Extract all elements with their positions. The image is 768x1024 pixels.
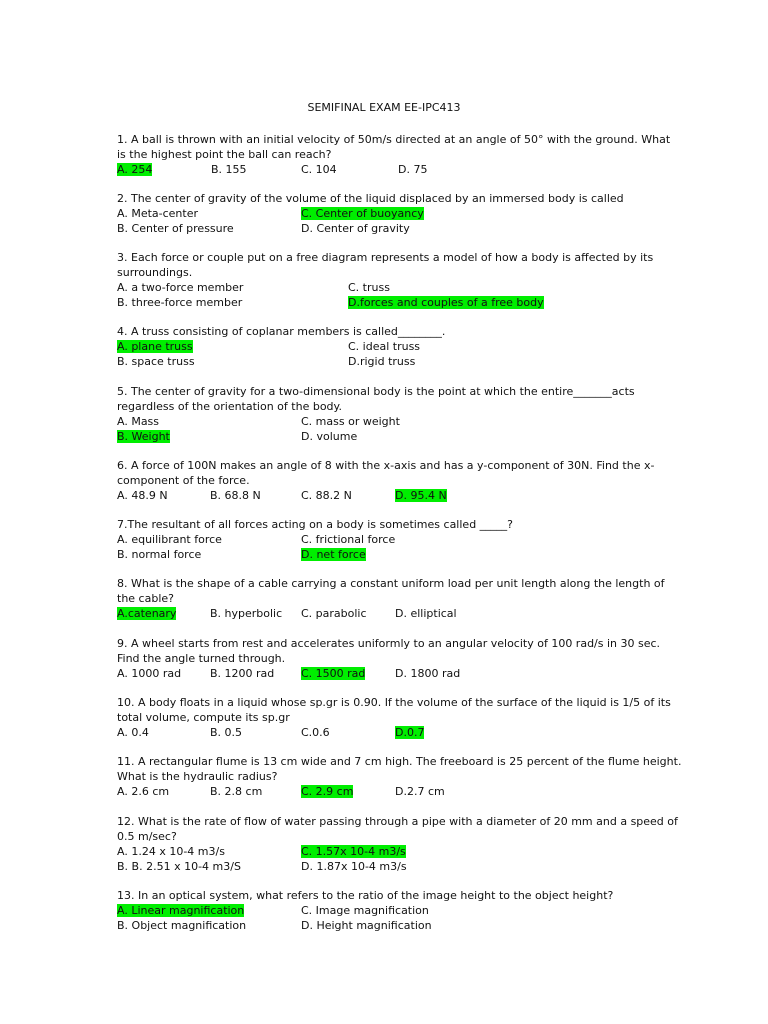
question-10-option: C.0.6 bbox=[301, 726, 330, 739]
question-4-option: C. ideal truss bbox=[348, 340, 421, 353]
question-5-option: D. volume bbox=[301, 430, 358, 443]
question-2-text: 2. The center of gravity of the volume of the liquid displaced by an immersed body is called bbox=[117, 192, 624, 205]
question-5-option: C. mass or weight bbox=[301, 415, 400, 428]
question-9-text: Find the angle turned through. bbox=[117, 652, 286, 665]
question-3-option: D.forces and couples of a free body bbox=[348, 296, 544, 309]
question-8-option: B. hyperbolic bbox=[210, 607, 283, 620]
question-8-text: the cable? bbox=[117, 592, 174, 605]
question-3-option: B. three-force member bbox=[117, 296, 243, 309]
question-10-option: A. 0.4 bbox=[117, 726, 149, 739]
question-13-option: C. Image magnification bbox=[301, 904, 429, 917]
question-5-option: B. Weight bbox=[117, 430, 170, 443]
question-7-option: D. net force bbox=[301, 548, 366, 561]
question-8-option: C. parabolic bbox=[301, 607, 367, 620]
exam-title: SEMIFINAL EXAM EE-IPC413 bbox=[307, 101, 461, 114]
question-6-option: C. 88.2 N bbox=[301, 489, 352, 502]
question-3-text: 3. Each force or couple put on a free diagram represents a model of how a body is affected by its bbox=[117, 251, 654, 264]
question-12-text: 12. What is the rate of flow of water passing through a pipe with a diameter of 20 mm and a speed of bbox=[117, 815, 678, 828]
question-1-option: A. 254 bbox=[117, 163, 153, 176]
question-5-option: A. Mass bbox=[117, 415, 160, 428]
question-2-option: B. Center of pressure bbox=[117, 222, 234, 235]
question-9-option: B. 1200 rad bbox=[210, 667, 275, 680]
question-4-option: A. plane truss bbox=[117, 340, 193, 353]
question-13-text: 13. In an optical system, what refers to the ratio of the image height to the object height? bbox=[117, 889, 614, 902]
question-9-text: 9. A wheel starts from rest and accelerates uniformly to an angular velocity of 100 rad/s in 30 sec. bbox=[117, 637, 661, 650]
question-13-option: A. Linear magnification bbox=[117, 904, 245, 917]
question-6-text: component of the force. bbox=[117, 474, 250, 487]
question-11-text: What is the hydraulic radius? bbox=[117, 770, 278, 783]
question-3-text: surroundings. bbox=[117, 266, 193, 279]
question-12-text: 0.5 m/sec? bbox=[117, 830, 177, 843]
question-13-option: B. Object magnification bbox=[117, 919, 247, 932]
question-1-text: is the highest point the ball can reach? bbox=[117, 148, 332, 161]
question-1-option: D. 75 bbox=[398, 163, 428, 176]
question-10-text: total volume, compute its sp.gr bbox=[117, 711, 290, 724]
question-12-option: C. 1.57x 10-4 m3/s bbox=[301, 845, 406, 858]
question-6-option: B. 68.8 N bbox=[210, 489, 261, 502]
question-1-text: 1. A ball is thrown with an initial velocity of 50m/s directed at an angle of 50° with the ground. What bbox=[117, 133, 671, 146]
question-11-option: C. 2.9 cm bbox=[301, 785, 354, 798]
question-8-option: A.catenary bbox=[117, 607, 177, 620]
question-2-option: D. Center of gravity bbox=[301, 222, 410, 235]
question-4-text: 4. A truss consisting of coplanar members is called________. bbox=[117, 325, 446, 338]
question-10-option: D.0.7 bbox=[395, 726, 425, 739]
question-7-option: C. frictional force bbox=[301, 533, 396, 546]
question-4-option: D.rigid truss bbox=[348, 355, 416, 368]
question-4-option: B. space truss bbox=[117, 355, 195, 368]
question-9-option: A. 1000 rad bbox=[117, 667, 182, 680]
question-3-option: A. a two-force member bbox=[117, 281, 244, 294]
question-10-option: B. 0.5 bbox=[210, 726, 243, 739]
question-2-option: A. Meta-center bbox=[117, 207, 198, 220]
question-7-option: B. normal force bbox=[117, 548, 202, 561]
question-6-option: A. 48.9 N bbox=[117, 489, 168, 502]
question-12-option: A. 1.24 x 10-4 m3/s bbox=[117, 845, 225, 858]
question-11-option: D.2.7 cm bbox=[395, 785, 445, 798]
question-1-option: C. 104 bbox=[301, 163, 337, 176]
question-8-option: D. elliptical bbox=[395, 607, 457, 620]
question-9-option: C. 1500 rad bbox=[301, 667, 366, 680]
question-7-option: A. equilibrant force bbox=[117, 533, 222, 546]
question-10-text: 10. A body floats in a liquid whose sp.gr is 0.90. If the volume of the surface of the liquid is 1/5 of its bbox=[117, 696, 671, 709]
question-9-option: D. 1800 rad bbox=[395, 667, 461, 680]
question-11-option: A. 2.6 cm bbox=[117, 785, 170, 798]
question-5-text: regardless of the orientation of the body. bbox=[117, 400, 342, 413]
question-3-option: C. truss bbox=[348, 281, 390, 294]
question-11-option: B. 2.8 cm bbox=[210, 785, 263, 798]
question-1-option: B. 155 bbox=[211, 163, 247, 176]
question-12-option: B. B. 2.51 x 10-4 m3/S bbox=[117, 860, 241, 873]
question-5-text: 5. The center of gravity for a two-dimensional body is the point at which the entire_______acts bbox=[117, 385, 635, 398]
question-7-text: 7.The resultant of all forces acting on a body is sometimes called _____? bbox=[117, 518, 514, 531]
question-12-option: D. 1.87x 10-4 m3/s bbox=[301, 860, 407, 873]
question-6-text: 6. A force of 100N makes an angle of 8 with the x-axis and has a y-component of 30N. Find the x- bbox=[117, 459, 655, 472]
question-2-option: C. Center of buoyancy bbox=[301, 207, 424, 220]
question-6-option: D. 95.4 N bbox=[395, 489, 447, 502]
question-13-option: D. Height magnification bbox=[301, 919, 432, 932]
question-8-text: 8. What is the shape of a cable carrying a constant uniform load per unit length along the length of bbox=[117, 577, 665, 590]
question-11-text: 11. A rectangular flume is 13 cm wide and 7 cm high. The freeboard is 25 percent of the flume height. bbox=[117, 755, 682, 768]
